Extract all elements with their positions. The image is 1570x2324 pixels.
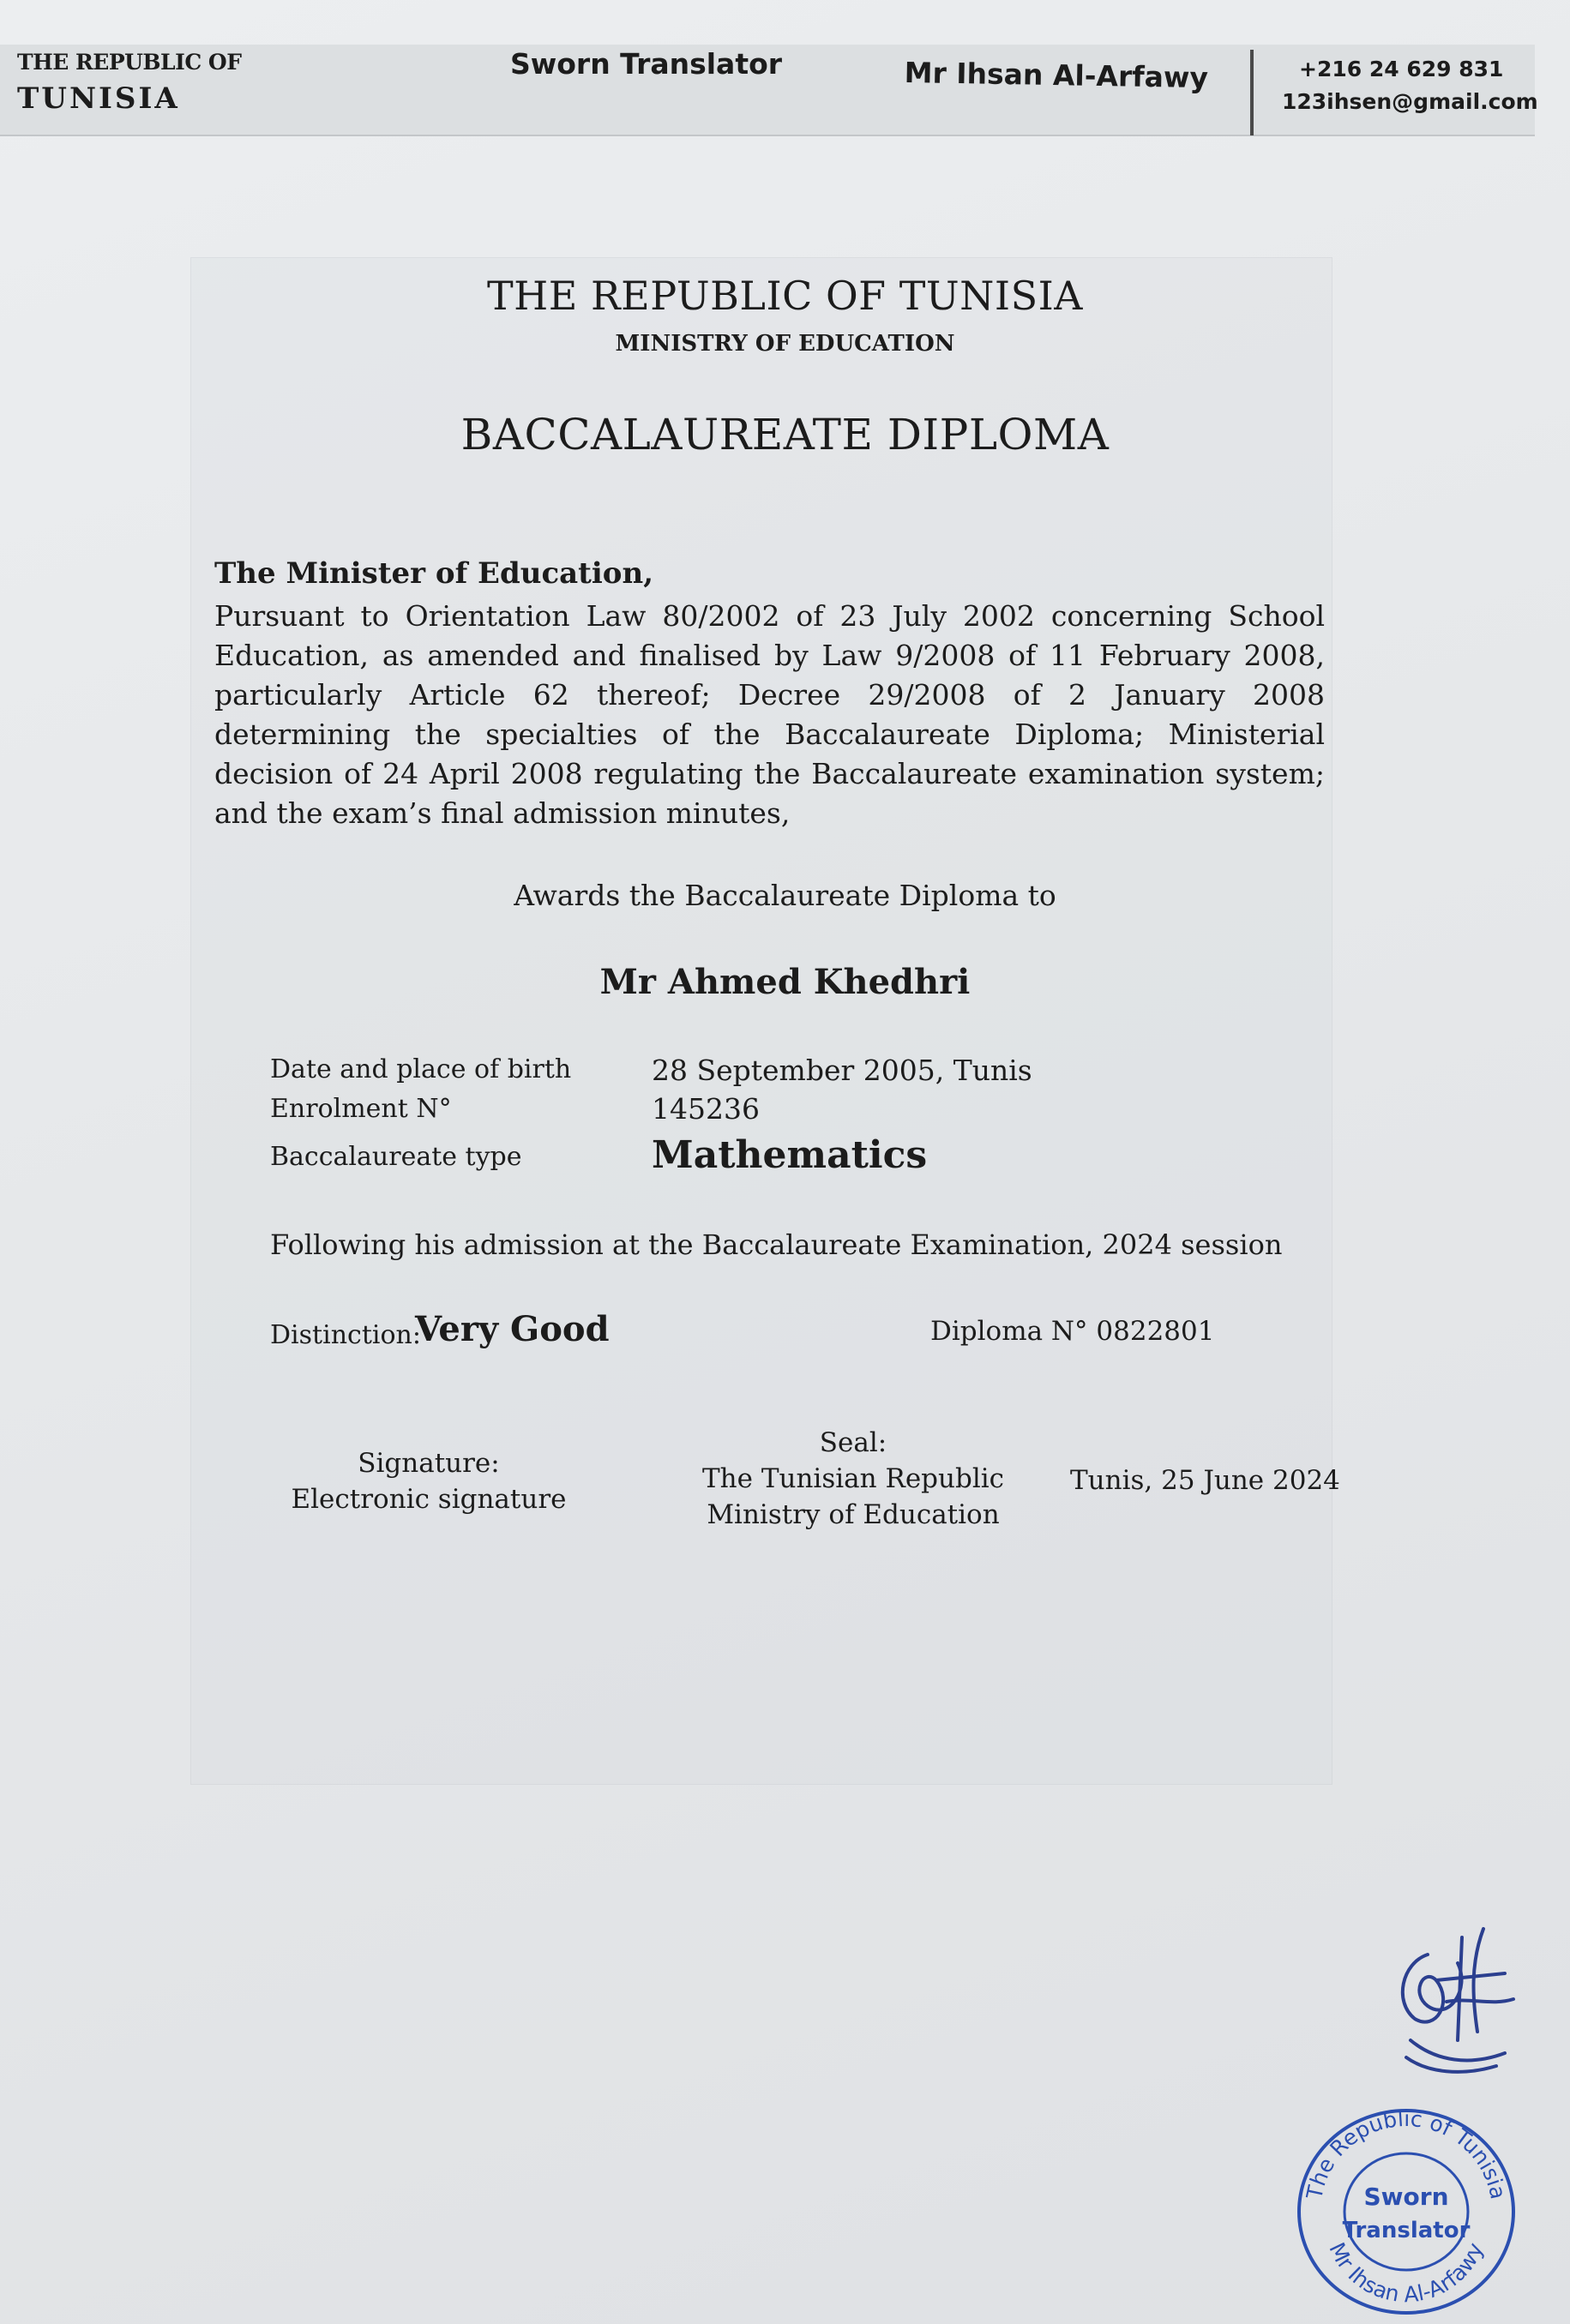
- header-phone: +216 24 629 831: [1299, 57, 1504, 81]
- admission-statement: Following his admission at the Baccalaureate Examination, 2024 session: [270, 1228, 1283, 1261]
- header-divider: [1250, 50, 1254, 135]
- sworn-translator-stamp: [1286, 2092, 1526, 2323]
- dob-value: 28 September 2005, Tunis: [652, 1054, 1032, 1087]
- header-email: 123ihsen@gmail.com: [1282, 89, 1538, 114]
- bac-type-label: Baccalaureate type: [270, 1142, 522, 1172]
- diploma-number: Diploma N° 0822801: [930, 1316, 1215, 1347]
- distinction-value: Very Good: [415, 1309, 610, 1349]
- seal-label: Seal:: [819, 1427, 887, 1458]
- header-translator-name: Mr Ihsan Al-Arfawy: [904, 56, 1209, 95]
- distinction-label: Distinction:: [270, 1320, 421, 1350]
- signature-block: [274, 1445, 583, 1517]
- stamp-center-line-1: Sworn: [1363, 2183, 1449, 2211]
- stamp-ring-bottom: Mr Ihsan Al-Arfawy: [1324, 2238, 1489, 2308]
- stamp-center-line-2: Translator: [1342, 2218, 1471, 2243]
- signature-value: Electronic signature: [291, 1484, 567, 1515]
- header-sworn-translator: Sworn Translator: [510, 47, 783, 81]
- document-title: THE REPUBLIC OF TUNISIA: [487, 273, 1083, 319]
- minister-heading: The Minister of Education,: [214, 556, 654, 591]
- enrolment-label: Enrolment N°: [270, 1094, 452, 1124]
- translator-signature: [1376, 1920, 1522, 2083]
- diploma-title: BACCALAUREATE DIPLOMA: [460, 410, 1110, 459]
- show-through-background: [190, 257, 1332, 1785]
- awards-line: Awards the Baccalaureate Diploma to: [514, 879, 1056, 912]
- header-republic-text: THE REPUBLIC OF: [17, 50, 242, 75]
- bac-type-value: Mathematics: [652, 1133, 928, 1177]
- stamp-ring-top: The Republic of Tunisia: [1302, 2106, 1511, 2201]
- seal-line-1: The Tunisian Republic: [701, 1463, 1005, 1494]
- seal-block: [699, 1425, 1008, 1533]
- signature-label: Signature:: [358, 1448, 500, 1479]
- place-and-date: Tunis, 25 June 2024: [1070, 1465, 1340, 1496]
- document-subtitle: MINISTRY OF EDUCATION: [615, 331, 955, 357]
- preamble-paragraph: Pursuant to Orientation Law 80/2002 of 23 July 2002 concerning School Education, as amended and finalised by Law 9/2008 of 11 February 2008, particularly Article 62 thereof; Decree 29/2008 of 2 January 2008 determining the specialties of the Baccalaureate Diploma; Ministerial decision of 24 April 2008 regulating the Baccalaureate examination system; and the exam’s final admission minutes,: [214, 599, 1325, 830]
- header-tunisia-text: TUNISIA: [17, 81, 180, 116]
- dob-label: Date and place of birth: [270, 1054, 572, 1084]
- enrolment-value: 145236: [652, 1092, 760, 1126]
- diploma-holder-name: Mr Ahmed Khedhri: [599, 962, 971, 1002]
- seal-line-2: Ministry of Education: [707, 1499, 1000, 1530]
